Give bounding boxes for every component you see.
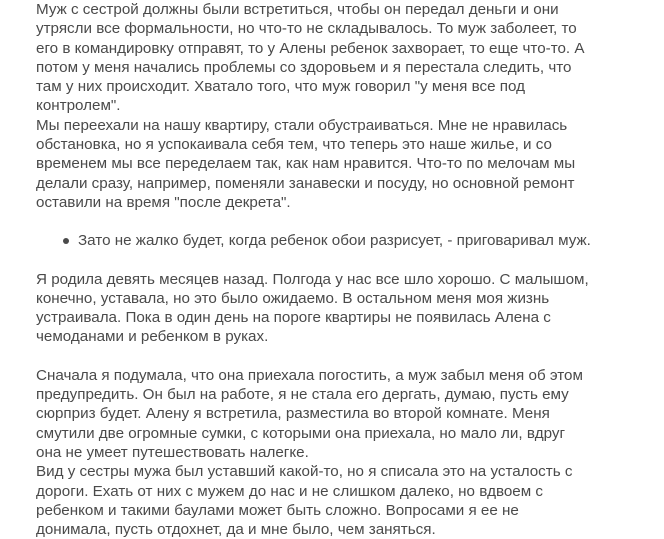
paragraph-2: Я родила девять месяцев назад. Полгода у нас все шло хорошо. С малышом, конечно, уставала, но это было ожидаемо. В остальном меня моя жизнь устраивала. Пока в один день на пороге квартиры не появилась Алена с чемоданами и ребенком в руках.	[36, 270, 589, 346]
paragraph-1: Муж с сестрой должны были встретиться, чтобы он передал деньги и они утрясли все формальности, но что-то не складывалось. То муж заболеет, то его в командировку отправят, то у Алены ребенок захворает, то еще что-то. А потом у меня начались проблемы со здоровьем и я перестала следить, что там у них происходит. Хватало того, что муж говорил "у меня все под контролем". Мы переехали на нашу квартиру, стали обустраиваться. Мне не нравилась обстановка, но я успокаивала себя тем, что теперь это наше жилье, и со временем мы все переделаем так, как нам нравится. Что-то по мелочам мы делали сразу, например, поменяли занавески и посуду, но основной ремонт оставили на время "после декрета".	[36, 1, 585, 211]
paragraph-3: Сначала я подумала, что она приехала погостить, а муж забыл меня об этом предупредить. Он был на работе, я не стала его дергать, думаю, пусть ему сюрприз будет. Алену я встретила, разместила во второй комнате. Меня смутили две огромные сумки, с которыми она приехала, но мало ли, вдруг она не умеет путешествовать налегке. Вид у сестры мужа был уставший какой-то, но я списала это на усталость с дороги. Ехать от них с мужем до нас и не слишком далеко, но вдвоем с ребенком и такими баулами может быть сложно. Вопросами я ее не донимала, пусть отдохнет, да и мне было, чем заняться.	[36, 366, 583, 539]
quote-text: Зато не жалко будет, когда ребенок обои разрисует, - приговаривал муж.	[78, 232, 591, 250]
bullet-icon	[63, 238, 69, 244]
quote-list	[36, 231, 626, 250]
article-body	[36, 0, 626, 539]
list-item	[78, 231, 626, 250]
